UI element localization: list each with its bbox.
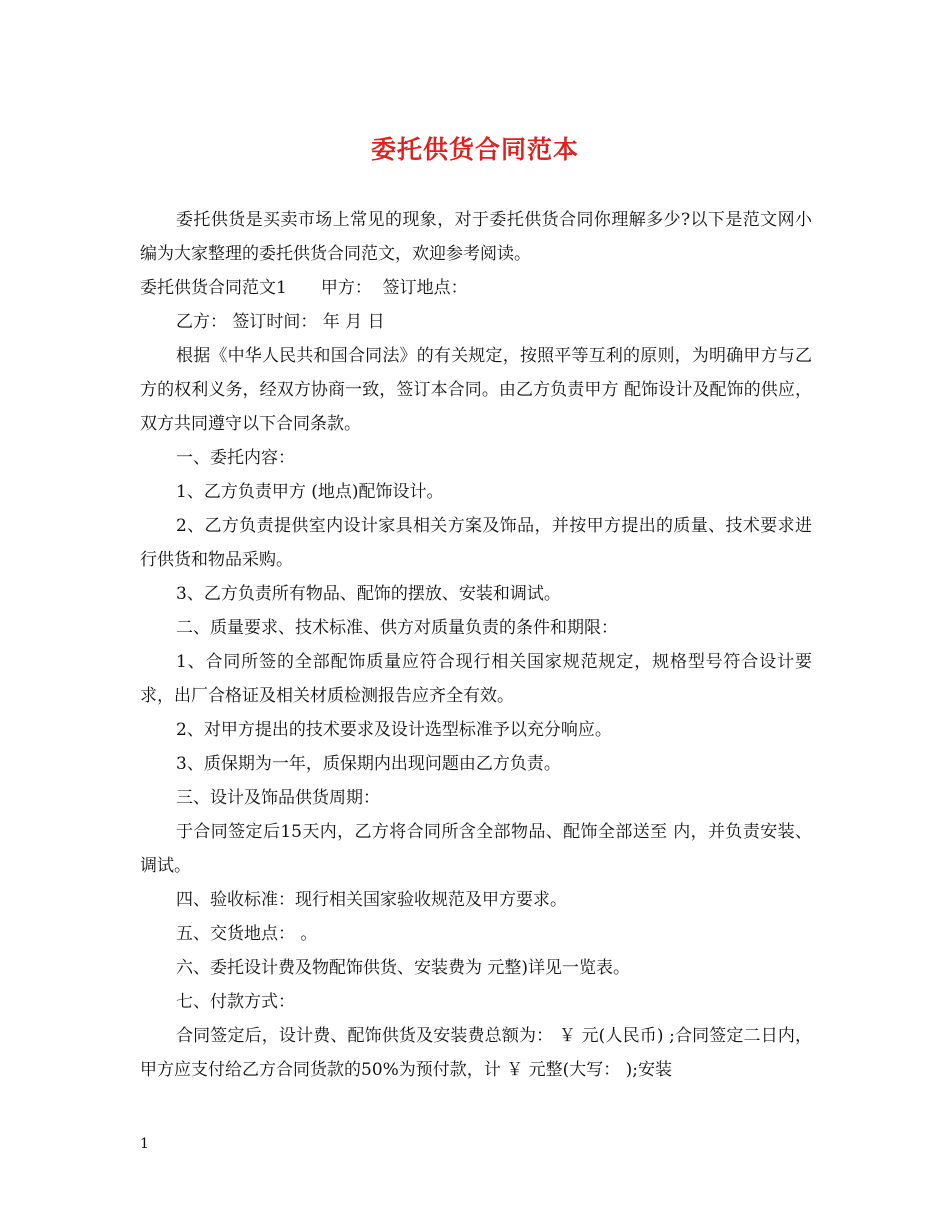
paragraph-sample-heading bbox=[140, 271, 812, 305]
section-heading-1: 一、委托内容： bbox=[176, 448, 295, 468]
party-a-label: 甲方： bbox=[320, 278, 372, 298]
clause-2-3: 3、质保期为一年，质保期内出现问题由乙方负责。 bbox=[176, 754, 561, 774]
sample-heading-label: 委托供货合同范文1 bbox=[140, 278, 287, 298]
section-heading-4: 四、验收标准：现行相关国家验收规范及甲方要求。 bbox=[176, 890, 567, 910]
paragraph-basis: 根据《中华人民共和国合同法》的有关规定，按照平等互利的原则，为明确甲方与乙方的权利义务，经双方协商一致，签订本合同。由乙方负责甲方 配饰设计及配饰的供应，双方共同遵守以下合同条款。 bbox=[140, 346, 812, 434]
document-body bbox=[140, 203, 812, 1087]
clause-2-1: 1、合同所签的全部配饰质量应符合现行相关国家规范规定，规格型号符合设计要求，出厂合格证及相关材质检测报告应齐全有效。 bbox=[140, 652, 812, 706]
section-heading-6: 六、委托设计费及物配饰供货、安装费为 元整)详见一览表。 bbox=[176, 958, 631, 978]
clause-7-1: 合同签定后，设计费、配饰供货及安装费总额为： ￥ 元(人民币) ;合同签定二日内，甲方应支付给乙方合同货款的50%为预付款，计 ￥ 元整(大写： );安装 bbox=[140, 1026, 812, 1080]
section-heading-7: 七、付款方式： bbox=[176, 992, 295, 1012]
paragraph-intro: 委托供货是买卖市场上常见的现象，对于委托供货合同你理解多少?以下是范文网小编为大家整理的委托供货合同范文，欢迎参考阅读。 bbox=[140, 210, 812, 264]
page-number: 1 bbox=[140, 1136, 149, 1152]
section-heading-3: 三、设计及饰品供货周期： bbox=[176, 788, 380, 808]
clause-3-1: 于合同签定后15天内，乙方将合同所含全部物品、配饰全部送至 内，并负责安装、调试。 bbox=[140, 822, 812, 876]
paragraph-party-b: 乙方： 签订时间： 年 月 日 bbox=[176, 312, 385, 332]
clause-1-1: 1、乙方负责甲方 (地点)配饰设计。 bbox=[176, 482, 444, 502]
clause-2-2: 2、对甲方提出的技术要求及设计选型标准予以充分响应。 bbox=[176, 720, 612, 740]
clause-1-2: 2、乙方负责提供室内设计家具相关方案及饰品，并按甲方提出的质量、技术要求进行供货和物品采购。 bbox=[140, 516, 812, 570]
document-title: 委托供货合同范本 bbox=[370, 135, 579, 164]
sign-place-label: 签订地点： bbox=[382, 278, 468, 298]
section-heading-5: 五、交货地点： 。 bbox=[176, 924, 318, 944]
section-heading-2: 二、质量要求、技术标准、供方对质量负责的条件和期限： bbox=[176, 618, 618, 638]
clause-1-3: 3、乙方负责所有物品、配饰的摆放、安装和调试。 bbox=[176, 584, 561, 604]
